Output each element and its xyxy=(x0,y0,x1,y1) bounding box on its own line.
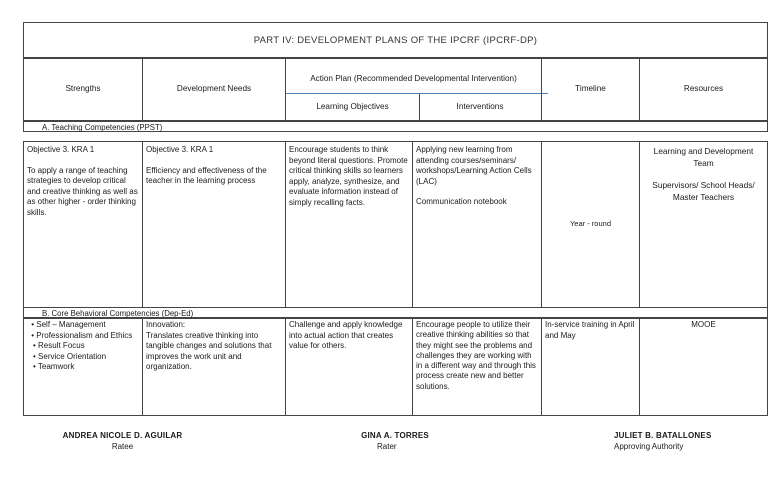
list-item: • Teamwork xyxy=(33,362,75,372)
section-a-resources-2: Supervisors/ School Heads/ Master Teachers xyxy=(652,180,755,202)
section-a-resources-1: Learning and Development Team xyxy=(653,146,754,168)
signature-name: GINA A. TORRES xyxy=(361,431,429,440)
section-a-needs-head: Objective 3. KRA 1 xyxy=(146,145,214,154)
section-b-resources: MOOE xyxy=(639,318,768,416)
section-a-strengths-text: To apply a range of teaching strategies to develop critical and creative thinking as well as as other higher - order thinking skills. xyxy=(27,165,138,217)
section-a-interventions-text: Applying new learning from attending courses/seminars/ workshops/Learning Action Cells (LAC) xyxy=(416,145,532,186)
section-a-needs-text: Efficiency and effectiveness of the teacher in the learning process xyxy=(146,165,267,186)
signature-role: Approving Authority xyxy=(614,442,684,451)
section-a-resources xyxy=(639,141,768,308)
section-a-interventions-text2: Communication notebook xyxy=(416,197,507,207)
signature-rater xyxy=(340,430,450,452)
header-action-plan: Action Plan (Recommended Developmental Intervention) xyxy=(310,73,517,83)
signature-name: JULIET B. BATALLONES xyxy=(614,431,712,440)
list-item: • Professionalism and Ethics xyxy=(29,330,133,340)
header-resources: Resources xyxy=(639,58,768,121)
signature-name: ANDREA NICOLE D. AGUILAR xyxy=(62,431,183,440)
section-a-strengths-head: Objective 3. KRA 1 xyxy=(27,145,95,154)
section-a-strengths xyxy=(23,141,143,308)
signature-ratee xyxy=(40,430,205,452)
section-b-timeline: In-service training in April and May xyxy=(541,318,640,416)
section-a-timeline: Year - round xyxy=(541,141,640,308)
section-b-label: B. Core Behavioral Competencies (Dep-Ed) xyxy=(23,307,768,318)
signature-approving-authority xyxy=(600,430,720,452)
header-interventions: Interventions xyxy=(419,94,542,121)
list-item: • Result Focus xyxy=(33,341,85,351)
section-a-interventions xyxy=(412,141,542,308)
section-b-needs-text: Translates creative thinking into tangible changes and solutions that improves the work unit and organization. xyxy=(146,330,272,372)
section-b-needs xyxy=(142,318,286,416)
header-strengths: Strengths xyxy=(23,58,143,121)
section-a-needs xyxy=(142,141,286,308)
section-a-objectives xyxy=(285,141,413,308)
section-a-label: A. Teaching Competencies (PPST) xyxy=(23,121,768,132)
signature-role: Rater xyxy=(377,442,397,451)
section-b-needs-head: Innovation: xyxy=(146,320,186,329)
signature-role: Ratee xyxy=(111,442,134,451)
list-item: • Self – Management xyxy=(29,320,106,329)
section-a-objectives-text: Encourage students to think beyond literal questions. Promote critical thinking skills so learners apply, analyze, synthesize, and evaluate information instead of simply recalling facts. xyxy=(289,145,408,207)
form-title: PART IV: DEVELOPMENT PLANS OF THE IPCRF (IPCRF-DP) xyxy=(23,22,768,58)
list-item: • Service Orientation xyxy=(33,351,107,361)
header-learning-objectives: Learning Objectives xyxy=(286,94,420,121)
section-b-interventions: Encourage people to utilize their creative thinking abilities so that they might see the problems and challenges they are working with in a different way and through this process create new and better solutions. xyxy=(412,318,542,416)
section-b-strengths xyxy=(23,318,143,416)
header-timeline: Timeline xyxy=(541,58,640,121)
header-development-needs: Development Needs xyxy=(142,58,286,121)
section-b-objectives: Challenge and apply knowledge into actual action that creates value for others. xyxy=(285,318,413,416)
